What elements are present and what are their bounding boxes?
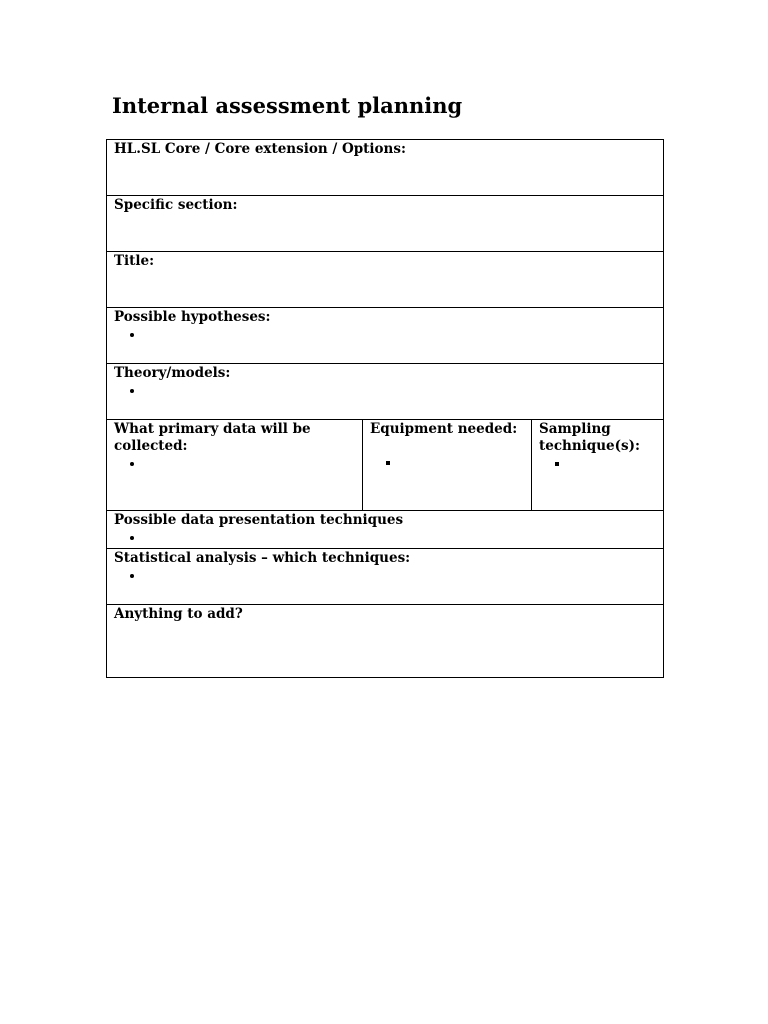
extra-field[interactable] bbox=[107, 605, 664, 678]
extra-label: Anything to add? bbox=[114, 606, 243, 622]
list-item[interactable] bbox=[145, 530, 656, 547]
primary-data-list bbox=[114, 456, 355, 473]
presentation-list bbox=[114, 530, 656, 547]
hypotheses-label: Possible hypotheses: bbox=[114, 309, 271, 325]
theory-field[interactable] bbox=[107, 364, 664, 420]
sampling-field[interactable] bbox=[532, 420, 664, 511]
sampling-list bbox=[539, 456, 656, 473]
form-row-presentation bbox=[107, 511, 664, 549]
hypotheses-list bbox=[114, 327, 656, 344]
statistics-label: Statistical analysis – which techniques: bbox=[114, 550, 411, 566]
list-item[interactable] bbox=[570, 456, 656, 473]
equipment-list bbox=[370, 455, 524, 472]
theory-list bbox=[114, 383, 656, 400]
theory-label: Theory/models: bbox=[114, 365, 231, 381]
form-row-statistics bbox=[107, 549, 664, 605]
list-item[interactable] bbox=[145, 456, 355, 473]
level-label: HL.SL Core / Core extension / Options: bbox=[114, 141, 406, 157]
form-row-level bbox=[107, 140, 664, 196]
level-field[interactable] bbox=[107, 140, 664, 196]
list-item[interactable] bbox=[145, 327, 656, 344]
form-row-hypotheses bbox=[107, 308, 664, 364]
primary-data-field[interactable] bbox=[107, 420, 363, 511]
form-row-methods bbox=[107, 420, 664, 511]
planning-form bbox=[106, 139, 664, 678]
form-row-title bbox=[107, 252, 664, 308]
form-row-theory bbox=[107, 364, 664, 420]
sampling-label: Sampling technique(s): bbox=[539, 421, 641, 454]
equipment-field[interactable] bbox=[363, 420, 532, 511]
equipment-label: Equipment needed: bbox=[370, 421, 518, 437]
section-field[interactable] bbox=[107, 196, 664, 252]
form-row-extra bbox=[107, 605, 664, 678]
presentation-field[interactable] bbox=[107, 511, 664, 549]
page-title: Internal assessment planning bbox=[112, 93, 463, 118]
title-label: Title: bbox=[114, 253, 155, 269]
statistics-list bbox=[114, 568, 656, 585]
list-item[interactable] bbox=[145, 383, 656, 400]
statistics-field[interactable] bbox=[107, 549, 664, 605]
list-item[interactable] bbox=[401, 455, 524, 472]
primary-data-label: What primary data will be collected: bbox=[114, 421, 311, 454]
form-row-section bbox=[107, 196, 664, 252]
list-item[interactable] bbox=[145, 568, 656, 585]
presentation-label: Possible data presentation techniques bbox=[114, 512, 404, 528]
hypotheses-field[interactable] bbox=[107, 308, 664, 364]
section-label: Specific section: bbox=[114, 197, 238, 213]
title-field[interactable] bbox=[107, 252, 664, 308]
